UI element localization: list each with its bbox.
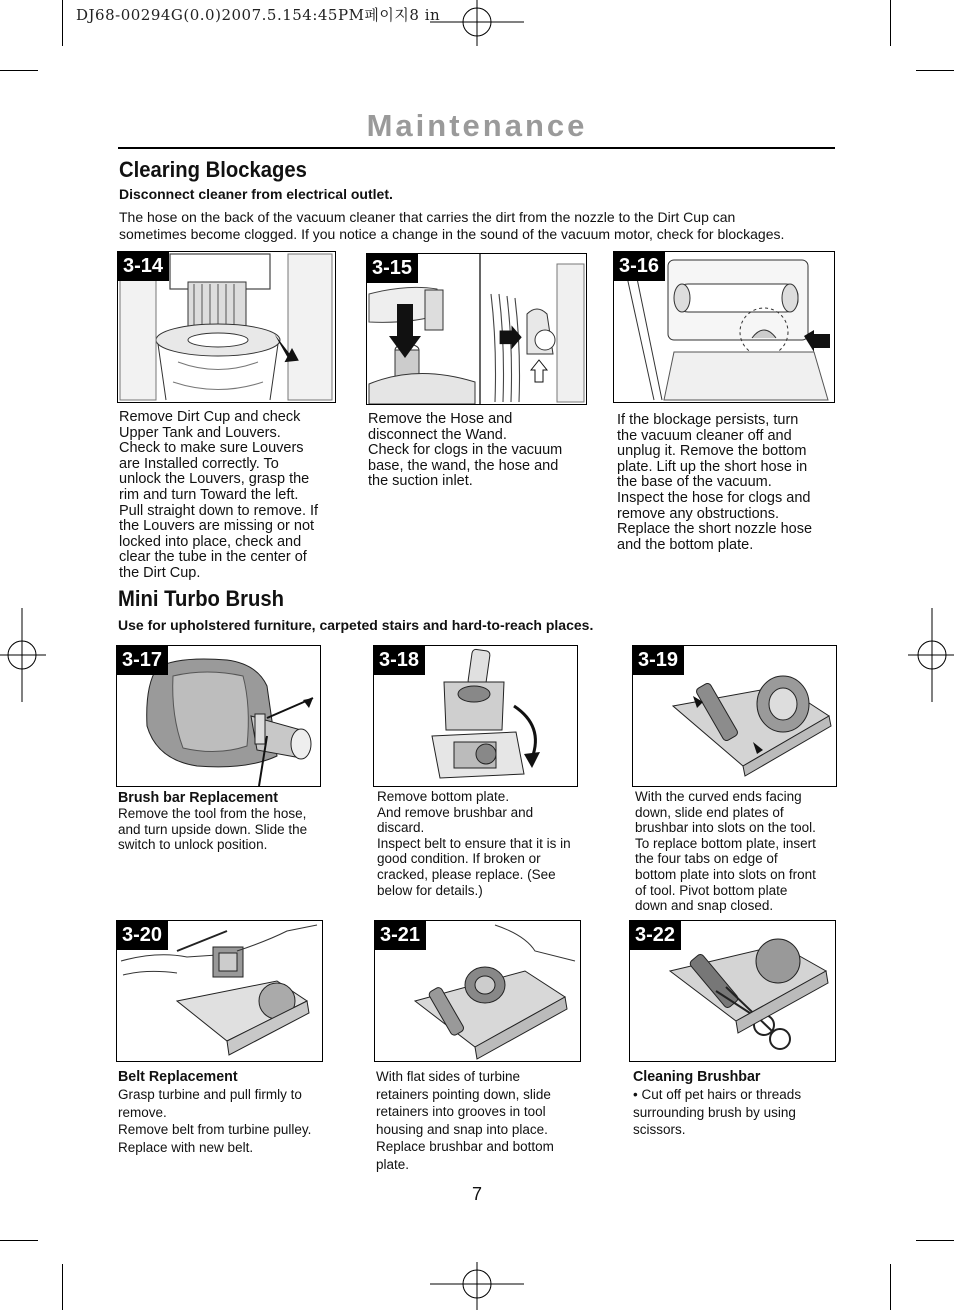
- caption-line: Check for clogs in the vacuum: [368, 442, 563, 459]
- caption-line: Pull straight down to remove. If: [119, 502, 319, 519]
- figure-label: 3-15: [367, 254, 418, 283]
- registration-mark-top: [430, 0, 524, 46]
- caption-line: are Installed correctly. To: [119, 455, 279, 472]
- figure-3-14: [117, 251, 336, 403]
- caption-line: cracked, please replace. (See: [377, 866, 556, 882]
- caption-line: the Louvers are missing or not: [119, 518, 315, 535]
- figure-label: 3-14: [118, 252, 169, 281]
- figure-3-20: [116, 920, 323, 1062]
- caption-line: locked into place, check and: [119, 533, 302, 550]
- caption-line: Remove the tool from the hose,: [118, 806, 307, 821]
- caption-line: Inspect belt to ensure that it is in: [377, 835, 571, 851]
- figure-3-17: [116, 645, 321, 787]
- caption-line: Remove bottom plate.: [377, 789, 510, 804]
- caption-line: retainers pointing down, slide: [376, 1086, 551, 1102]
- caption-line: Grasp turbine and pull firmly to: [118, 1087, 302, 1102]
- registration-mark-left: [0, 608, 46, 702]
- caption-line: bottom plate into slots on front: [635, 866, 816, 882]
- intro-line: sometimes become clogged. If you notice a change in the sound of the vacuum motor, check for blockages.: [119, 226, 785, 242]
- caption-3-15: [368, 412, 562, 490]
- caption-line: the Dirt Cup.: [119, 564, 201, 581]
- caption-line: the vacuum cleaner off and: [617, 427, 792, 444]
- caption-line: Check to make sure Louvers: [119, 440, 304, 457]
- caption-line: With flat sides of turbine: [376, 1069, 521, 1084]
- caption-line: the four tabs on edge of: [635, 851, 778, 867]
- caption-3-14: [119, 410, 318, 582]
- caption-line: base, the wand, the hose and: [368, 457, 559, 474]
- figure-3-15: [366, 253, 587, 405]
- caption-3-20: [118, 1086, 311, 1156]
- caption-line: Remove belt from turbine pulley.: [118, 1122, 312, 1137]
- caption-line: down, slide end plates of: [635, 804, 784, 820]
- caption-line: Replace the short nozzle hose: [617, 521, 813, 538]
- caption-line: unplug it. Remove the bottom: [617, 443, 807, 460]
- caption-line: clear the tube in the center of: [119, 549, 307, 566]
- caption-line: Remove Dirt Cup and check: [119, 409, 301, 425]
- caption-3-17: [118, 806, 307, 853]
- figure-label: 3-18: [374, 646, 425, 675]
- caption-3-22: [633, 1086, 801, 1139]
- figure-3-21: [374, 920, 581, 1062]
- caption-line: good condition. If broken or: [377, 851, 541, 867]
- caption-line: disconnect the Wand.: [368, 426, 507, 443]
- caption-line: unlock the Louvers, grasp the: [119, 471, 310, 488]
- caption-line: discard.: [377, 820, 425, 836]
- caption-3-16: [617, 413, 812, 553]
- disconnect-warning: Disconnect cleaner from electrical outlet.: [119, 186, 393, 202]
- caption-line: To replace bottom plate, insert: [635, 835, 816, 851]
- caption-line: switch to unlock position.: [118, 837, 268, 853]
- caption-line: If the blockage persists, turn: [617, 412, 799, 428]
- caption-line: And remove brushbar and: [377, 804, 534, 820]
- figure-3-22: [629, 920, 836, 1062]
- caption-line: • Cut off pet hairs or threads: [633, 1087, 802, 1102]
- intro-line: The hose on the back of the vacuum cleaner that carries the dirt from the nozzle to the Dirt Cup can: [119, 209, 736, 225]
- caption-line: the suction inlet.: [368, 473, 473, 490]
- caption-line: Inspect the hose for clogs and: [617, 489, 811, 506]
- clearing-blockages-heading: Clearing Blockages: [119, 157, 307, 182]
- registration-mark-bottom: [430, 1262, 524, 1310]
- belt-replacement-title: Belt Replacement: [118, 1068, 238, 1085]
- caption-3-21: [376, 1068, 554, 1173]
- mini-turbo-brush-heading: Mini Turbo Brush: [118, 586, 285, 611]
- figure-label: 3-20: [117, 921, 168, 950]
- caption-line: Upper Tank and Louvers.: [119, 424, 281, 441]
- caption-3-18: [377, 789, 571, 898]
- caption-line: plate.: [376, 1156, 410, 1172]
- figure-label: 3-21: [375, 921, 426, 950]
- figure-3-18: [373, 645, 578, 787]
- brush-bar-replacement-title: Brush bar Replacement: [118, 789, 278, 806]
- caption-line: retainers into grooves in tool: [376, 1104, 546, 1119]
- caption-line: housing and snap into place.: [376, 1121, 548, 1137]
- figure-label: 3-17: [117, 646, 168, 675]
- caption-line: plate. Lift up the short hose in: [617, 458, 808, 475]
- caption-line: surrounding brush by using: [633, 1104, 796, 1120]
- caption-line: of tool. Pivot bottom plate: [635, 882, 788, 898]
- caption-line: remove any obstructions.: [617, 505, 779, 522]
- registration-mark-right: [908, 608, 954, 702]
- caption-3-19: [635, 789, 816, 914]
- caption-line: Remove the Hose and: [368, 411, 513, 427]
- title-rule: [118, 147, 835, 149]
- figure-3-16: [613, 251, 835, 403]
- caption-line: and the bottom plate.: [617, 536, 754, 553]
- page-title: Maintenance: [366, 108, 588, 143]
- caption-line: below for details.): [377, 882, 483, 898]
- caption-line: With the curved ends facing: [635, 789, 802, 804]
- clearing-intro: [119, 209, 784, 243]
- caption-line: brushbar into slots on the tool.: [635, 820, 816, 836]
- caption-line: scissors.: [633, 1122, 686, 1137]
- caption-line: down and snap closed.: [635, 898, 774, 914]
- figure-3-19: [632, 645, 837, 787]
- figure-label: 3-19: [633, 646, 684, 675]
- figure-label: 3-22: [630, 921, 681, 950]
- figure-label: 3-16: [614, 252, 665, 281]
- turbo-subtitle: Use for upholstered furniture, carpeted stairs and hard-to-reach places.: [118, 617, 594, 633]
- caption-line: and turn upside down. Slide the: [118, 821, 308, 837]
- caption-line: Replace brushbar and bottom: [376, 1139, 554, 1154]
- cleaning-brushbar-title: Cleaning Brushbar: [633, 1068, 761, 1085]
- print-header-code: DJ68-00294G(0.0)2007.5.154:45PM페이지8 in: [76, 6, 441, 24]
- caption-line: remove.: [118, 1104, 167, 1120]
- caption-line: rim and turn Toward the left.: [119, 486, 299, 503]
- caption-line: the base of the vacuum.: [617, 474, 772, 491]
- caption-line: Replace with new belt.: [118, 1139, 254, 1155]
- page-number: 7: [471, 1184, 482, 1204]
